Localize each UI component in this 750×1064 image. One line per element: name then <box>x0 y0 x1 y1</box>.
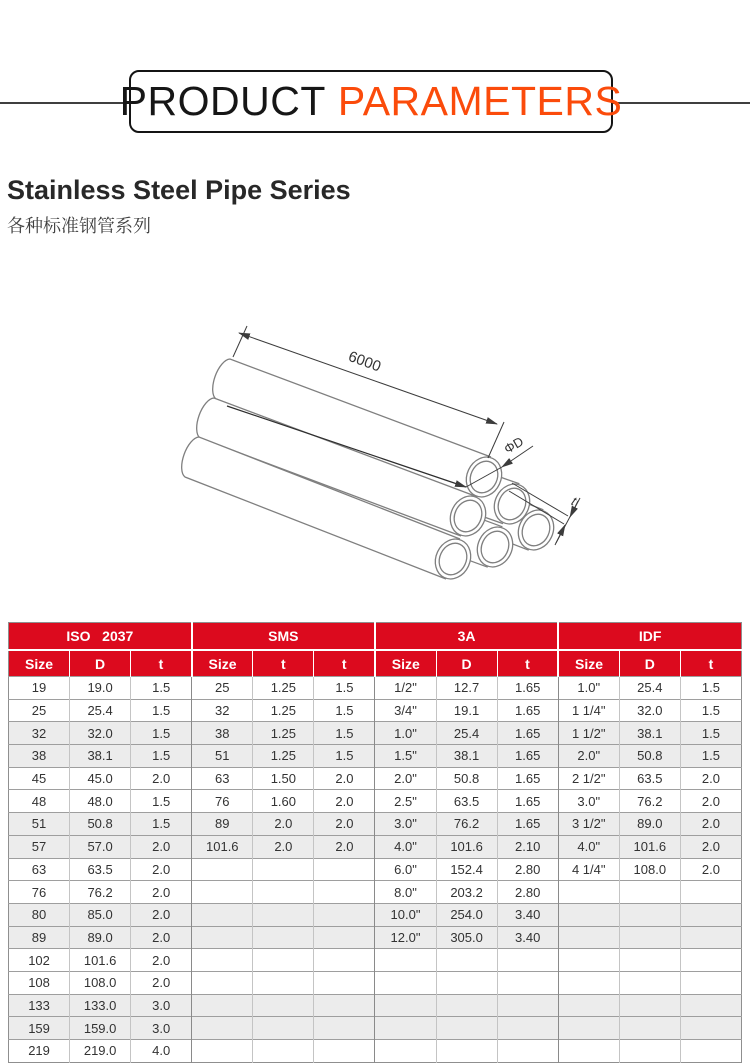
table-cell: 2.80 <box>497 858 558 881</box>
table-cell: 25 <box>9 699 70 722</box>
table-cell <box>314 1040 375 1063</box>
table-cell: 3.0 <box>131 994 192 1017</box>
table-cell: 3.0" <box>375 813 436 836</box>
table-cell <box>680 1017 741 1040</box>
column-header: t <box>314 650 375 677</box>
table-cell: 2.80 <box>497 881 558 904</box>
table-cell: 10.0" <box>375 903 436 926</box>
title-block <box>7 176 351 238</box>
table-cell: 1.5 <box>314 722 375 745</box>
table-cell <box>619 926 680 949</box>
table-cell: 2.0 <box>680 790 741 813</box>
series-subtitle-zh: 各种标准钢管系列 <box>7 215 151 236</box>
table-cell: 3.40 <box>497 926 558 949</box>
table-cell: 3.0" <box>558 790 619 813</box>
table-cell: 38 <box>192 722 253 745</box>
table-cell <box>558 881 619 904</box>
banner-word-product: PRODUCT <box>119 78 326 124</box>
table-cell <box>619 994 680 1017</box>
table-cell: 1.5 <box>680 722 741 745</box>
table-cell <box>253 858 314 881</box>
column-header: Size <box>558 650 619 677</box>
table-cell <box>619 1017 680 1040</box>
table-cell: 1.65 <box>497 767 558 790</box>
table-row <box>9 767 742 790</box>
table-cell: 1/2" <box>375 677 436 700</box>
column-header: t <box>497 650 558 677</box>
table-row <box>9 971 742 994</box>
table-wrap <box>8 622 742 1063</box>
table-cell: 1.5 <box>131 745 192 768</box>
table-cell: 76.2 <box>436 813 497 836</box>
table-cell <box>253 1017 314 1040</box>
table-cell: 63 <box>9 858 70 881</box>
column-header: Size <box>9 650 70 677</box>
table-cell: 2.5" <box>375 790 436 813</box>
column-header: D <box>436 650 497 677</box>
table-cell: 1.5 <box>131 699 192 722</box>
table-cell: 1.5" <box>375 745 436 768</box>
table-cell: 63.5 <box>619 767 680 790</box>
table-cell <box>375 949 436 972</box>
column-header: D <box>619 650 680 677</box>
table-cell: 1.25 <box>253 722 314 745</box>
table-cell: 2.0 <box>253 835 314 858</box>
table-cell <box>314 971 375 994</box>
table-row <box>9 881 742 904</box>
table-cell <box>253 1040 314 1063</box>
table-cell <box>314 949 375 972</box>
table-cell: 85.0 <box>70 903 131 926</box>
table-cell: 32.0 <box>70 722 131 745</box>
table-cell: 219 <box>9 1040 70 1063</box>
diameter-label: ΦD <box>501 433 527 457</box>
table-cell: 2.0 <box>131 949 192 972</box>
table-cell <box>558 926 619 949</box>
table-cell: 1.5 <box>131 677 192 700</box>
table-cell <box>192 926 253 949</box>
table-cell: 50.8 <box>619 745 680 768</box>
table-cell <box>314 881 375 904</box>
table-cell <box>680 926 741 949</box>
table-cell: 2.0 <box>253 813 314 836</box>
thickness-label: t <box>569 493 579 509</box>
table-cell: 19.0 <box>70 677 131 700</box>
table-cell: 2.0 <box>131 858 192 881</box>
table-cell: 32 <box>9 722 70 745</box>
table-cell: 4.0" <box>558 835 619 858</box>
table-cell: 63.5 <box>70 858 131 881</box>
table-row <box>9 926 742 949</box>
table-row <box>9 949 742 972</box>
table-cell: 76 <box>192 790 253 813</box>
table-cell: 25.4 <box>619 677 680 700</box>
table-cell: 2.0 <box>131 835 192 858</box>
table-cell: 1.65 <box>497 722 558 745</box>
table-cell: 254.0 <box>436 903 497 926</box>
table-cell <box>680 971 741 994</box>
table-cell: 2.0 <box>131 903 192 926</box>
table-cell <box>497 1017 558 1040</box>
table-cell <box>253 949 314 972</box>
table-cell: 305.0 <box>436 926 497 949</box>
table-cell: 80 <box>9 903 70 926</box>
table-cell: 1.0" <box>375 722 436 745</box>
table-cell <box>436 1017 497 1040</box>
table-row <box>9 903 742 926</box>
table-cell: 25.4 <box>70 699 131 722</box>
table-cell: 38.1 <box>619 722 680 745</box>
table-cell: 1.65 <box>497 745 558 768</box>
table-cell: 38 <box>9 745 70 768</box>
table-cell <box>375 1040 436 1063</box>
table-cell <box>192 1040 253 1063</box>
table-cell <box>680 994 741 1017</box>
table-cell: 1.60 <box>253 790 314 813</box>
table-cell <box>314 858 375 881</box>
table-cell: 1.5 <box>680 745 741 768</box>
table-cell: 2.0 <box>131 767 192 790</box>
table-cell: 51 <box>9 813 70 836</box>
table-cell: 89.0 <box>70 926 131 949</box>
table-cell <box>192 1017 253 1040</box>
table-cell: 2.0 <box>680 813 741 836</box>
table-cell: 1.65 <box>497 677 558 700</box>
column-header: t <box>131 650 192 677</box>
table-cell: 50.8 <box>70 813 131 836</box>
table-cell: 101.6 <box>619 835 680 858</box>
table-cell: 203.2 <box>436 881 497 904</box>
column-header: t <box>680 650 741 677</box>
table-row <box>9 994 742 1017</box>
table-cell: 1.0" <box>558 677 619 700</box>
table-cell: 152.4 <box>436 858 497 881</box>
group-header: SMS <box>192 623 375 651</box>
table-cell <box>314 994 375 1017</box>
table-cell: 76.2 <box>70 881 131 904</box>
table-cell: 2.10 <box>497 835 558 858</box>
column-header: Size <box>192 650 253 677</box>
table-cell: 2.0" <box>558 745 619 768</box>
table-cell: 38.1 <box>436 745 497 768</box>
table-cell: 1.5 <box>314 677 375 700</box>
table-cell <box>375 994 436 1017</box>
table-cell <box>619 971 680 994</box>
table-cell: 101.6 <box>192 835 253 858</box>
table-cell: 1.5 <box>314 745 375 768</box>
table-cell: 2.0 <box>680 858 741 881</box>
table-cell: 89 <box>9 926 70 949</box>
table-cell <box>192 949 253 972</box>
table-cell <box>314 926 375 949</box>
table-cell: 108.0 <box>70 971 131 994</box>
table-cell: 1.5 <box>131 722 192 745</box>
table-cell <box>192 858 253 881</box>
table-cell: 2.0 <box>314 835 375 858</box>
table-cell: 76 <box>9 881 70 904</box>
table-cell: 76.2 <box>619 790 680 813</box>
table-cell: 4.0" <box>375 835 436 858</box>
table-cell <box>314 1017 375 1040</box>
table-cell: 108.0 <box>619 858 680 881</box>
column-header: Size <box>375 650 436 677</box>
table-cell: 159 <box>9 1017 70 1040</box>
table-cell: 2.0 <box>314 767 375 790</box>
table-cell: 3 1/2" <box>558 813 619 836</box>
table-cell: 3.40 <box>497 903 558 926</box>
table-cell: 1.5 <box>314 699 375 722</box>
table-row <box>9 722 742 745</box>
table-cell: 57 <box>9 835 70 858</box>
table-row <box>9 1017 742 1040</box>
table-cell: 219.0 <box>70 1040 131 1063</box>
table-cell: 32.0 <box>619 699 680 722</box>
length-label: 6000 <box>345 348 384 376</box>
table-cell: 2.0 <box>680 835 741 858</box>
table-cell <box>680 949 741 972</box>
table-row <box>9 699 742 722</box>
column-header: D <box>70 650 131 677</box>
group-header: IDF <box>558 623 741 651</box>
table-cell <box>375 971 436 994</box>
table-cell: 19.1 <box>436 699 497 722</box>
table-cell: 2.0" <box>375 767 436 790</box>
table-cell: 133 <box>9 994 70 1017</box>
table-cell: 19 <box>9 677 70 700</box>
table-cell <box>192 881 253 904</box>
table-cell: 1 1/4" <box>558 699 619 722</box>
table-cell: 32 <box>192 699 253 722</box>
table-cell <box>680 903 741 926</box>
table-cell <box>436 994 497 1017</box>
table-cell: 1.25 <box>253 677 314 700</box>
table-cell: 48 <box>9 790 70 813</box>
table-cell: 1.65 <box>497 813 558 836</box>
table-cell <box>619 903 680 926</box>
table-cell: 4.0 <box>131 1040 192 1063</box>
table-cell <box>192 994 253 1017</box>
banner-word-parameters: PARAMETERS <box>337 78 623 124</box>
table-cell <box>497 1040 558 1063</box>
table-cell: 1.65 <box>497 699 558 722</box>
table-cell <box>436 971 497 994</box>
table-cell: 8.0" <box>375 881 436 904</box>
table-cell: 2.0 <box>314 813 375 836</box>
table-cell: 1 1/2" <box>558 722 619 745</box>
table-row <box>9 858 742 881</box>
table-cell: 63 <box>192 767 253 790</box>
table-cell <box>680 1040 741 1063</box>
table-cell: 63.5 <box>436 790 497 813</box>
table-cell <box>558 903 619 926</box>
table-row <box>9 745 742 768</box>
table-cell <box>558 949 619 972</box>
table-cell: 6.0" <box>375 858 436 881</box>
table-cell <box>192 903 253 926</box>
table-cell: 1.5 <box>680 699 741 722</box>
table-row <box>9 677 742 700</box>
table-cell <box>436 949 497 972</box>
table-cell: 50.8 <box>436 767 497 790</box>
table-cell: 108 <box>9 971 70 994</box>
table-cell: 102 <box>9 949 70 972</box>
table-cell: 1.5 <box>131 790 192 813</box>
table-cell <box>497 971 558 994</box>
table-row <box>9 813 742 836</box>
table-cell <box>314 903 375 926</box>
table-row <box>9 1040 742 1063</box>
header-box <box>119 70 623 133</box>
series-title: Stainless Steel Pipe Series <box>7 175 351 205</box>
param-table <box>8 622 742 1063</box>
table-cell: 51 <box>192 745 253 768</box>
table-cell: 1.25 <box>253 699 314 722</box>
group-header: ISO 2037 <box>9 623 192 651</box>
table-cell: 25 <box>192 677 253 700</box>
table-cell: 25.4 <box>436 722 497 745</box>
table-cell: 1.25 <box>253 745 314 768</box>
table-cell <box>619 949 680 972</box>
table-cell <box>253 926 314 949</box>
table-cell: 133.0 <box>70 994 131 1017</box>
table-cell: 159.0 <box>70 1017 131 1040</box>
table-cell <box>497 949 558 972</box>
table-cell: 1.5 <box>680 677 741 700</box>
table-cell <box>558 994 619 1017</box>
table-cell: 89.0 <box>619 813 680 836</box>
pipe-drawing <box>140 298 600 600</box>
table-cell <box>253 994 314 1017</box>
table-cell: 2.0 <box>131 971 192 994</box>
table-cell: 2 1/2" <box>558 767 619 790</box>
table-cell <box>558 971 619 994</box>
table-row <box>9 790 742 813</box>
table-cell: 89 <box>192 813 253 836</box>
table-cell <box>192 971 253 994</box>
table-cell: 101.6 <box>70 949 131 972</box>
table-cell: 45.0 <box>70 767 131 790</box>
table-cell: 4 1/4" <box>558 858 619 881</box>
table-cell: 2.0 <box>314 790 375 813</box>
table-cell: 101.6 <box>436 835 497 858</box>
table-cell: 2.0 <box>131 881 192 904</box>
table-cell: 45 <box>9 767 70 790</box>
table-cell: 1.50 <box>253 767 314 790</box>
table-row <box>9 835 742 858</box>
column-header: t <box>253 650 314 677</box>
table-cell: 38.1 <box>70 745 131 768</box>
table-cell <box>253 971 314 994</box>
group-header: 3A <box>375 623 558 651</box>
table-cell: 2.0 <box>131 926 192 949</box>
table-cell <box>375 1017 436 1040</box>
table-cell <box>680 881 741 904</box>
table-cell <box>619 1040 680 1063</box>
table-cell: 57.0 <box>70 835 131 858</box>
table-cell: 1.65 <box>497 790 558 813</box>
table-cell <box>497 994 558 1017</box>
table-cell: 3/4" <box>375 699 436 722</box>
table-cell <box>436 1040 497 1063</box>
table-cell: 3.0 <box>131 1017 192 1040</box>
table-cell <box>619 881 680 904</box>
table-cell <box>253 881 314 904</box>
table-cell: 12.0" <box>375 926 436 949</box>
table-cell <box>558 1040 619 1063</box>
table-cell: 2.0 <box>680 767 741 790</box>
table-cell <box>558 1017 619 1040</box>
table-cell: 48.0 <box>70 790 131 813</box>
table-cell <box>253 903 314 926</box>
pipe-bundle <box>182 359 560 585</box>
table-cell: 1.5 <box>131 813 192 836</box>
table-cell: 12.7 <box>436 677 497 700</box>
